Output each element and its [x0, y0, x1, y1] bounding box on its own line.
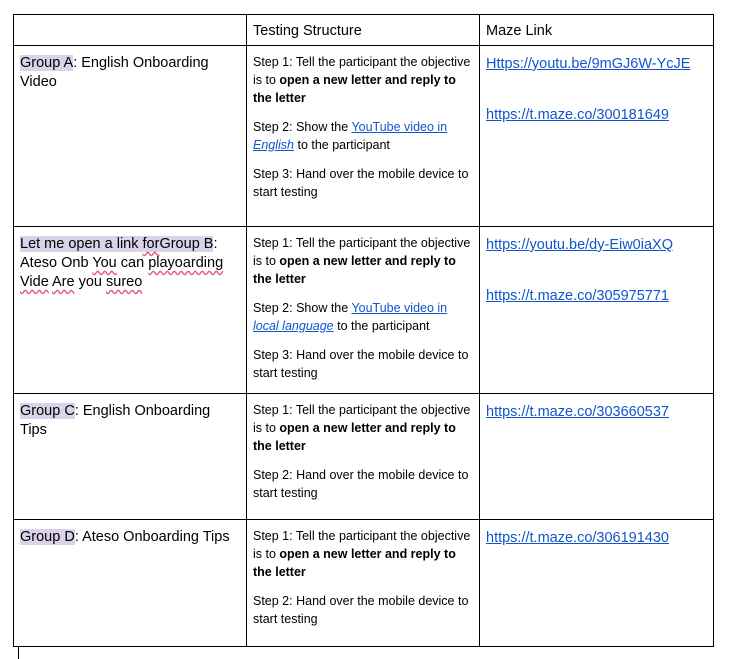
- step-1: Step 1: Tell the participant the objective is to open a new letter and reply to the letter: [253, 403, 471, 453]
- steps-cell[interactable]: [247, 46, 480, 227]
- step-2: Step 2: Show the YouTube video in local language to the participant: [253, 301, 448, 333]
- youtube-video-link[interactable]: YouTube video in English: [253, 120, 448, 152]
- steps-cell[interactable]: [247, 227, 480, 394]
- header-group: [14, 15, 247, 46]
- header-testing-structure: Testing Structure: [247, 15, 480, 46]
- header-maze-link: Maze Link: [480, 15, 714, 46]
- group-cell[interactable]: [14, 46, 247, 227]
- step-1: Step 1: Tell the participant the objective is to open a new letter and reply to the letter: [253, 55, 471, 105]
- testing-table: [13, 14, 714, 647]
- table-row: [14, 520, 714, 647]
- table-row: [14, 227, 714, 394]
- youtube-video-link[interactable]: YouTube video in local language: [253, 301, 448, 333]
- step-2: Step 2: Show the YouTube video in English to the participant: [253, 120, 448, 152]
- links-cell: [480, 46, 714, 227]
- step-1: Step 1: Tell the participant the objective is to open a new letter and reply to the letter: [253, 529, 471, 579]
- header-row: [14, 15, 714, 46]
- group-description: Let me open a link forGroup B: Ateso Onb You can playoarding Vide Are you sureo: [20, 236, 224, 290]
- group-description: : English Onboarding Video: [20, 55, 209, 90]
- maze-link[interactable]: https://t.maze.co/306191430: [486, 530, 669, 546]
- step-2: Step 2: Hand over the mobile device to start testing: [253, 468, 469, 500]
- group-label: Group C: [20, 403, 75, 419]
- table-row: [14, 46, 714, 227]
- text-cursor: [18, 646, 19, 659]
- links-cell: [480, 394, 714, 520]
- group-label: Group D: [20, 529, 75, 545]
- links-cell: [480, 227, 714, 394]
- maze-link[interactable]: https://t.maze.co/303660537: [486, 404, 669, 420]
- step-1: Step 1: Tell the participant the objective is to open a new letter and reply to the letter: [253, 236, 471, 286]
- group-description: : English Onboarding Tips: [20, 403, 211, 438]
- youtube-link[interactable]: Https://youtu.be/9mGJ6W-YcJE: [486, 56, 691, 72]
- group-cell[interactable]: [14, 227, 247, 394]
- maze-link[interactable]: https://t.maze.co/305975771: [486, 288, 669, 304]
- steps-cell[interactable]: [247, 520, 480, 647]
- step-2: Step 2: Hand over the mobile device to start testing: [253, 594, 469, 626]
- step-3: Step 3: Hand over the mobile device to start testing: [253, 167, 469, 199]
- group-cell[interactable]: [14, 394, 247, 520]
- links-cell: [480, 520, 714, 647]
- group-cell[interactable]: [14, 520, 247, 647]
- youtube-link[interactable]: https://youtu.be/dy-Eiw0iaXQ: [486, 237, 673, 253]
- table-row: [14, 394, 714, 520]
- group-label: Group A: [20, 55, 74, 71]
- maze-link[interactable]: https://t.maze.co/300181649: [486, 107, 669, 123]
- group-description: : Ateso Onboarding Tips: [74, 529, 230, 545]
- step-3: Step 3: Hand over the mobile device to start testing: [253, 348, 469, 380]
- steps-cell[interactable]: [247, 394, 480, 520]
